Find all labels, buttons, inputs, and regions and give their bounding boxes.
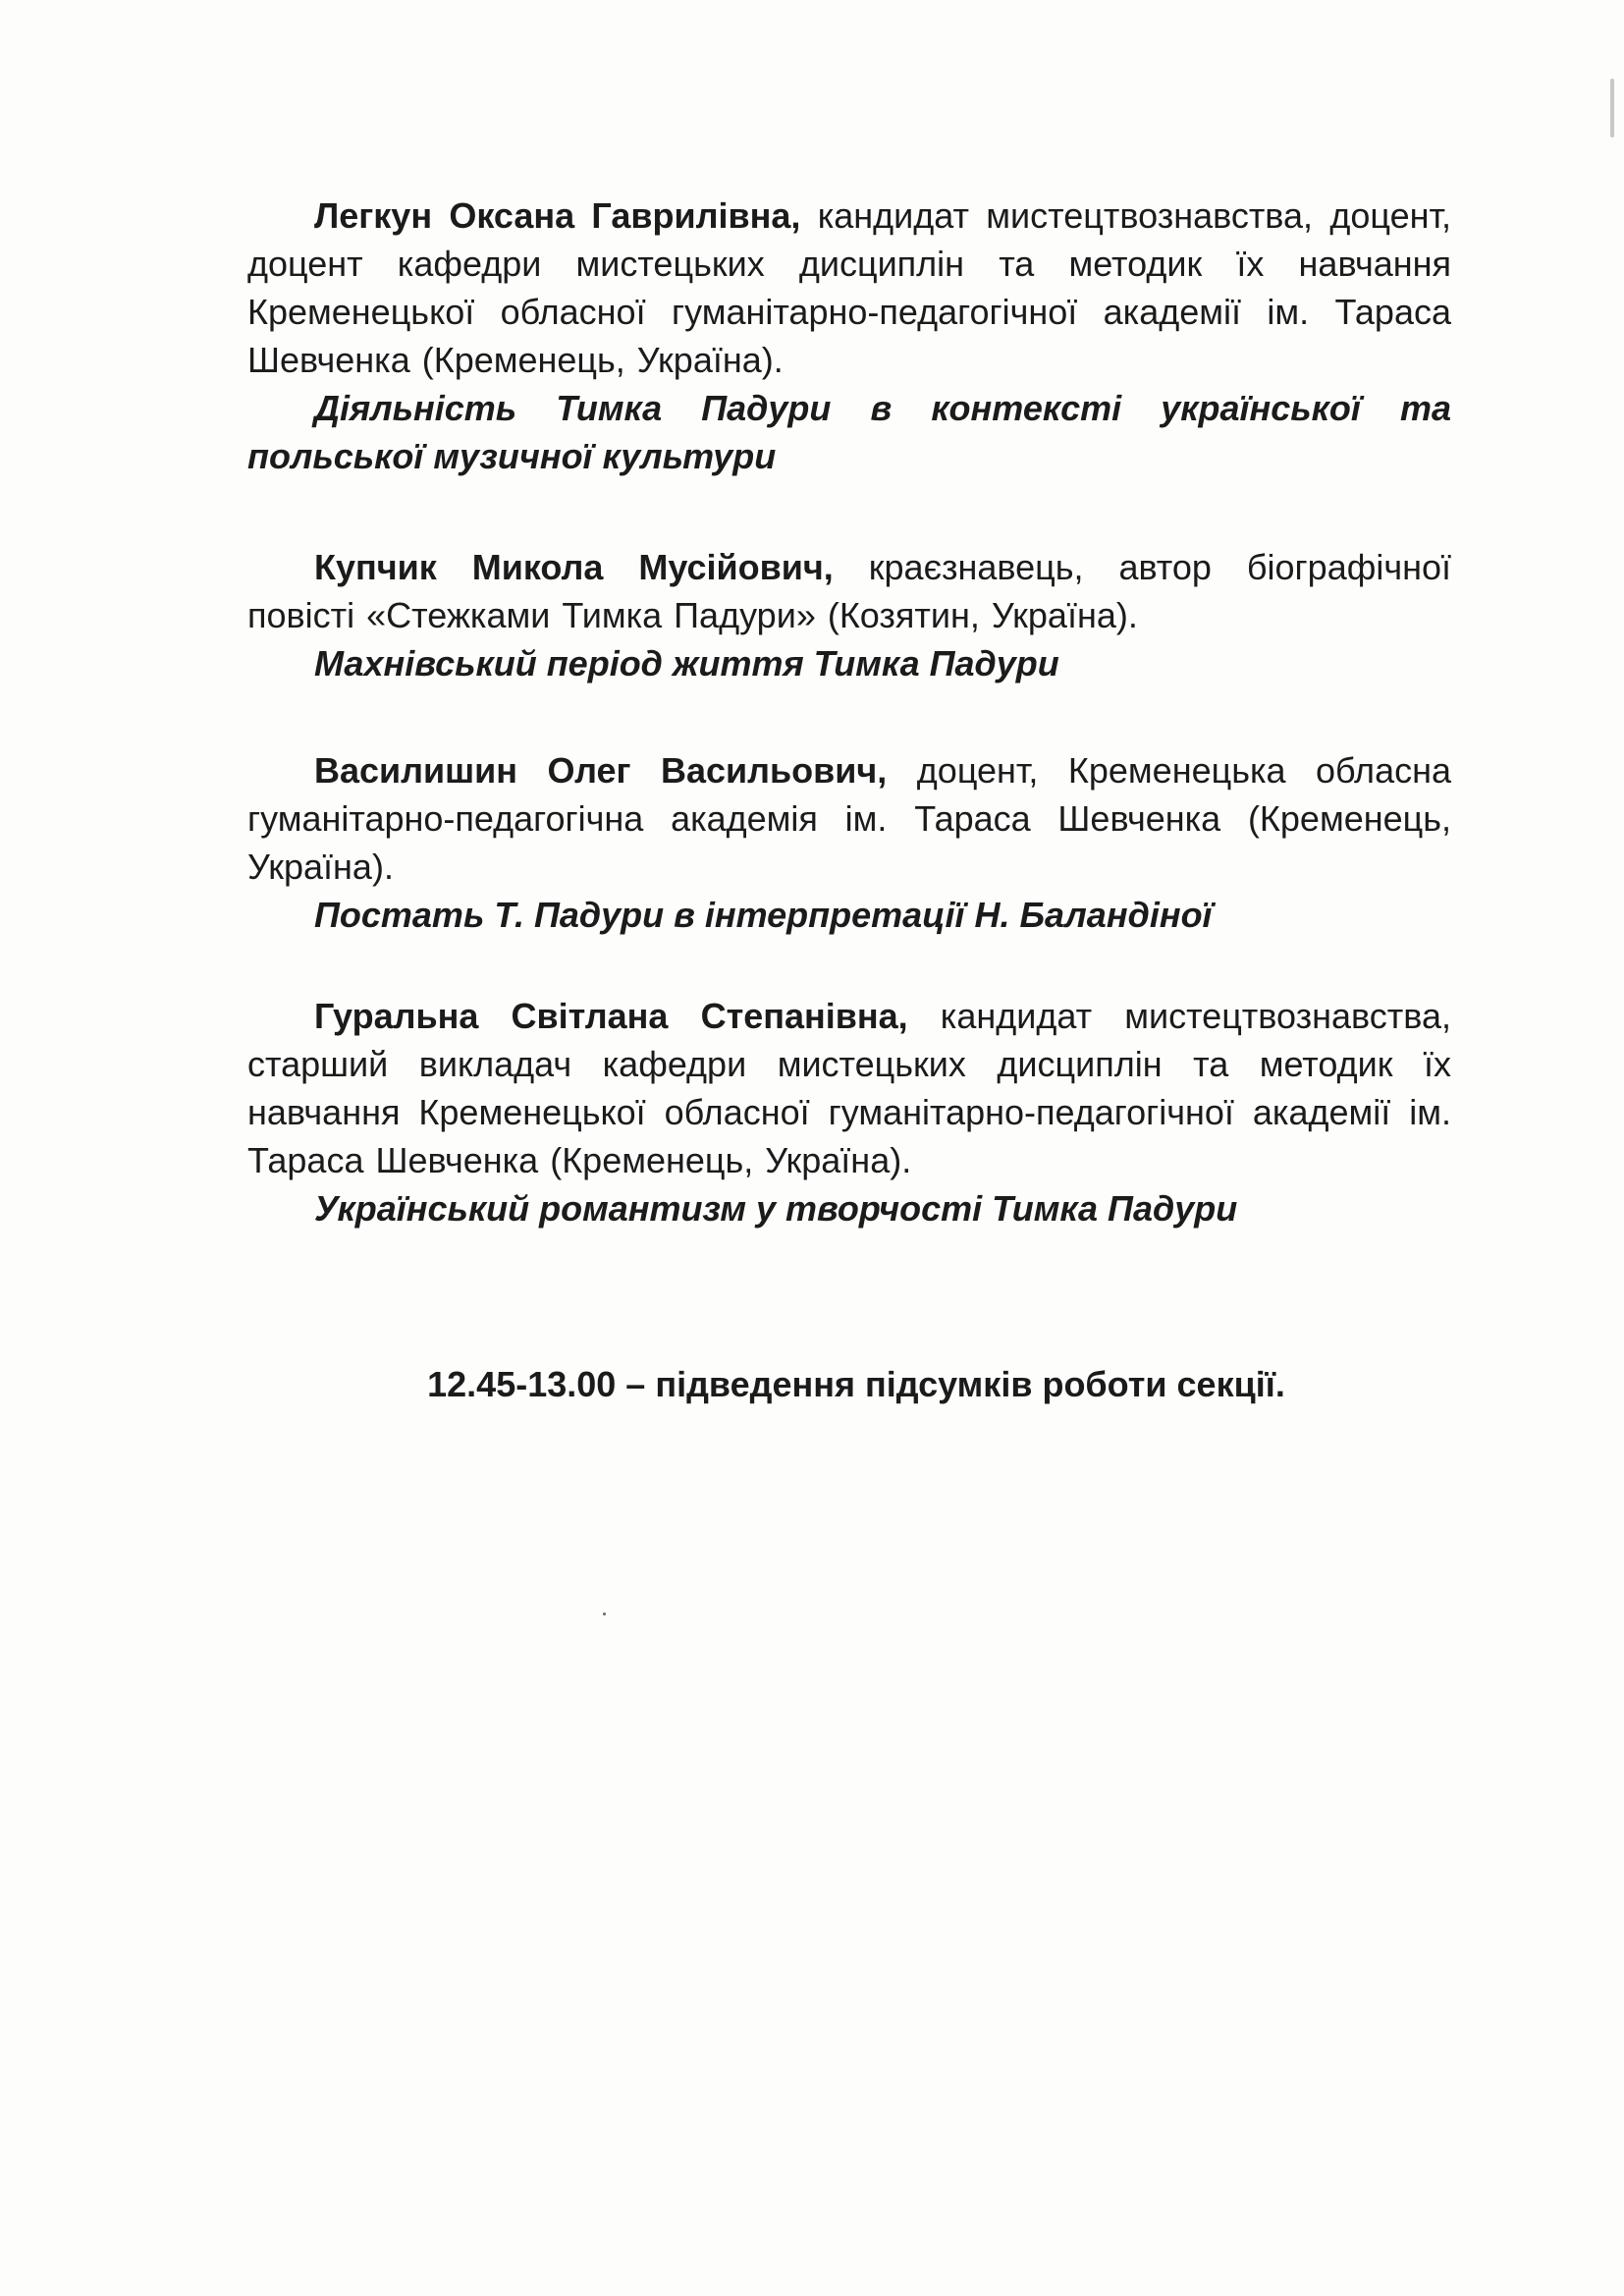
scan-speck [603,1613,606,1615]
speaker-entry [247,191,1451,480]
speaker-bio [247,543,1451,639]
speaker-details: кандидат мистецтвознавства, доцент, доцент кафедри мистецьких дисциплін та методик їх навчання Кременецької обласної гуманітарно-педагогічної академії ім. Тараса Шевченка (Кременець, Україна). [247,195,1451,380]
talk-title: Махнівський період життя Тимка Падури [314,643,1059,683]
speaker-details: доцент, Кременецька обласна гуманітарно-педагогічна академія ім. Тараса Шевченка (Кременець, Україна). [247,750,1451,887]
speaker-name: Гуральна Світлана Степанівна, [314,996,908,1036]
talk-title: Український романтизм у творчості Тимка Падури [314,1188,1238,1229]
speaker-details: кандидат мистецтвознавства, старший викладач кафедри мистецьких дисциплін та методик їх навчання Кременецької обласної гуманітарно-педагогічної академії ім. Тараса Шевченка (Кременець, Україна). [247,996,1451,1180]
speaker-entry [247,746,1451,939]
speaker-name: Василишин Олег Васильович, [314,750,888,791]
speaker-entry [247,992,1451,1232]
speaker-bio [247,746,1451,891]
scan-speck [1610,79,1614,137]
speaker-details: краєзнавець, автор біографічної повісті «Стежками Тимка Падури» (Козятин, Україна). [247,547,1451,635]
talk-title: Діяльність Тимка Падури в контексті української та польської музичної культури [247,388,1451,476]
speaker-bio [247,191,1451,384]
speaker-entry [247,543,1451,687]
speaker-bio [247,992,1451,1184]
talk-title: Постать Т. Падури в інтерпретації Н. Баландіної [314,895,1213,935]
speaker-name: Купчик Микола Мусійович, [314,547,834,587]
session-closing-note: 12.45-13.00 – підведення підсумків роботи секції. [427,1364,1285,1404]
speaker-name: Легкун Оксана Гаврилівна, [314,195,801,236]
